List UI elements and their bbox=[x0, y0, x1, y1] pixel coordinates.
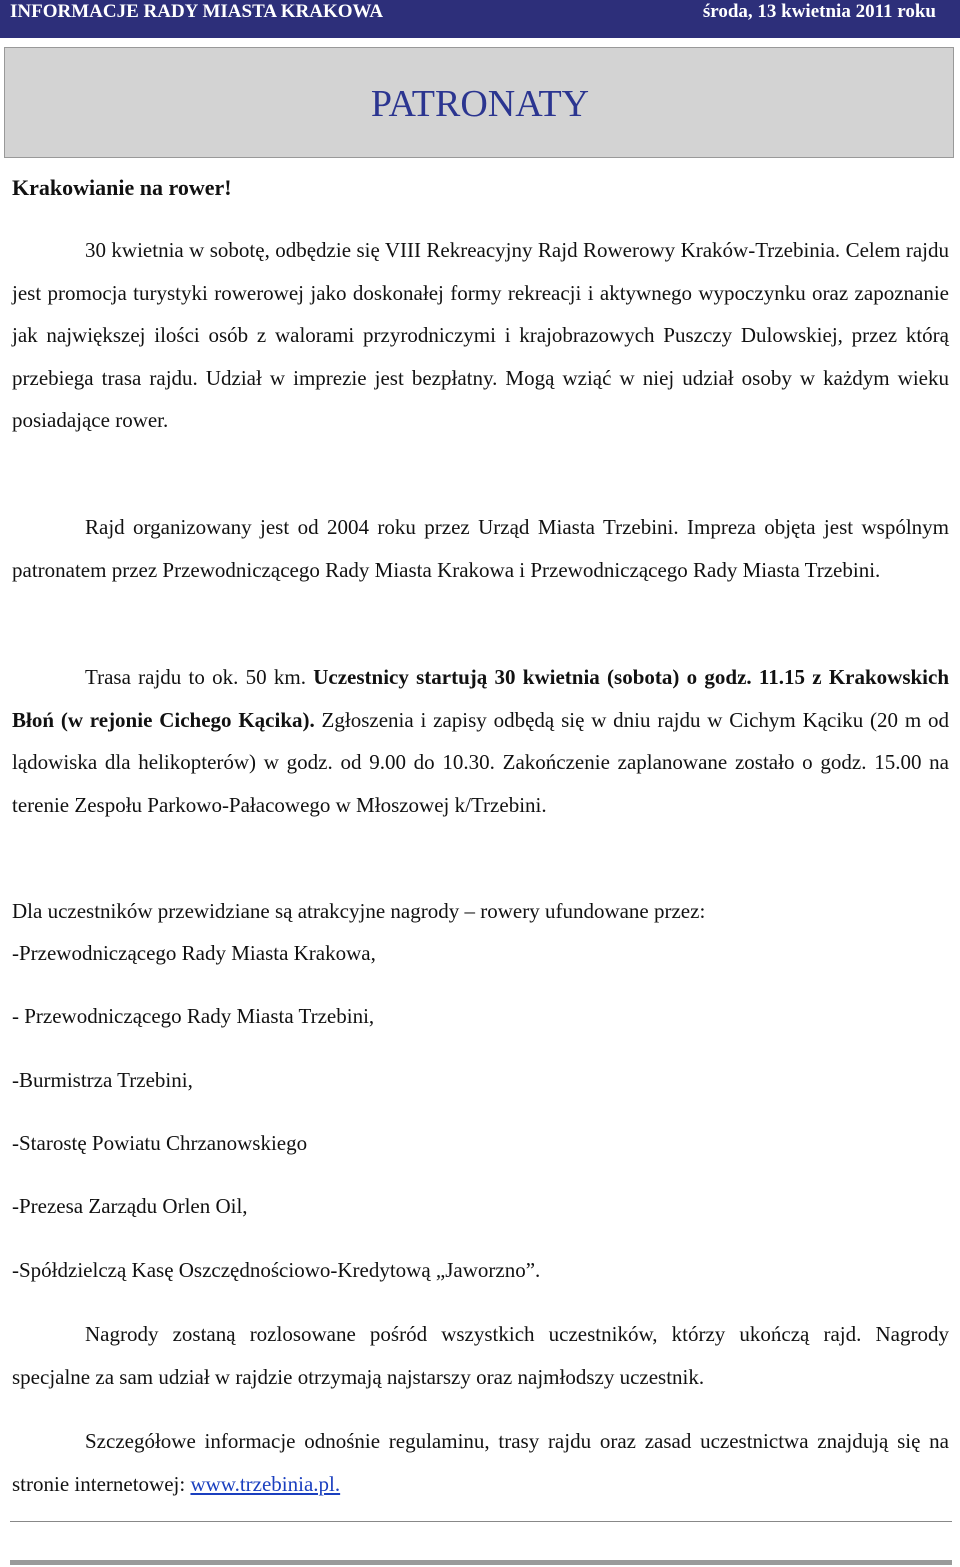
paragraph-prizes: Dla uczestników przewidziane są atrakcyjne nagrody – rowery ufundowane przez: bbox=[12, 899, 706, 923]
page-header bbox=[0, 0, 960, 38]
sponsor-item: -Burmistrza Trzebini, bbox=[12, 1068, 193, 1092]
paragraph-intro: 30 kwietnia w sobotę, odbędzie się VIII Rekreacyjny Rajd Rowerowy Kraków-Trzebinia. Celem rajdu jest promocja turystyki rowerowej jako doskonałej formy rekreacji i aktywnego wypoczynku oraz zapoznanie jak największej ilości osób z walorami przyrodniczymi i krajobrazowych Puszczy Dulowskiej, przez którą przebiega trasa rajdu. Udział w imprezie jest bezpłatny. Mogą wziąć w niej udział osoby w każdym wieku posiadające rower. bbox=[12, 238, 949, 432]
route-text-start: Trasa rajdu to ok. 50 km. bbox=[85, 665, 314, 689]
sponsor-item: -Starostę Powiatu Chrzanowskiego bbox=[12, 1131, 308, 1155]
issue-date: środa, 13 kwietnia 2011 roku bbox=[702, 1, 936, 22]
footer-bar bbox=[10, 1560, 952, 1565]
paragraph-organizer: Rajd organizowany jest od 2004 roku przez Urząd Miasta Trzebini. Impreza objęta jest wspólnym patronatem przez Przewodniczącego Rady Miasta Krakowa i Przewodniczącego Rady Miasta Trzebini. bbox=[12, 515, 949, 582]
website-link[interactable]: www.trzebinia.pl. bbox=[190, 1471, 341, 1496]
info-text: Szczegółowe informacje odnośnie regulaminu, trasy rajdu oraz zasad uczestnictwa znajdują się na stronie internetowej: bbox=[12, 1429, 949, 1496]
publication-name: INFORMACJE RADY MIASTA KRAKOWA bbox=[10, 1, 384, 22]
sponsor-item: - Przewodniczącego Rady Miasta Trzebini, bbox=[12, 1004, 375, 1028]
paragraph-route bbox=[12, 656, 949, 826]
sponsor-item: -Prezesa Zarządu Orlen Oil, bbox=[12, 1194, 248, 1218]
sponsor-item: -Przewodniczącego Rady Miasta Krakowa, bbox=[12, 941, 376, 965]
footer-rule bbox=[10, 1521, 952, 1522]
sponsor-item: -Spółdzielczą Kasę Oszczędnościowo-Kredytową „Jaworzno”. bbox=[12, 1258, 541, 1282]
article-heading: Krakowianie na rower! bbox=[12, 175, 232, 200]
section-title: PATRONATY bbox=[370, 83, 590, 125]
paragraph-info bbox=[12, 1420, 949, 1505]
route-start-info: Uczestnicy startują 30 kwietnia (sobota) o godz. 11.15 z Krakowskich Błoń (w rejonie Cichego Kącika). bbox=[12, 665, 950, 732]
route-text-end: Zgłoszenia i zapisy odbędą się w dniu rajdu w Cichym Kąciku (20 m od lądowiska dla helikopterów) w godz. od 9.00 do 10.30. Zakończenie zaplanowane zostało o godz. 15.00 na terenie Zespołu Parkowo-Pałacowego w Młoszowej k/Trzebini. bbox=[12, 707, 949, 817]
paragraph-draw: Nagrody zostaną rozlosowane pośród wszystkich uczestników, którzy ukończą rajd. Nagrody specjalne za sam udział w rajdzie otrzymają najstarszy oraz najmłodszy uczestnik. bbox=[12, 1322, 949, 1389]
